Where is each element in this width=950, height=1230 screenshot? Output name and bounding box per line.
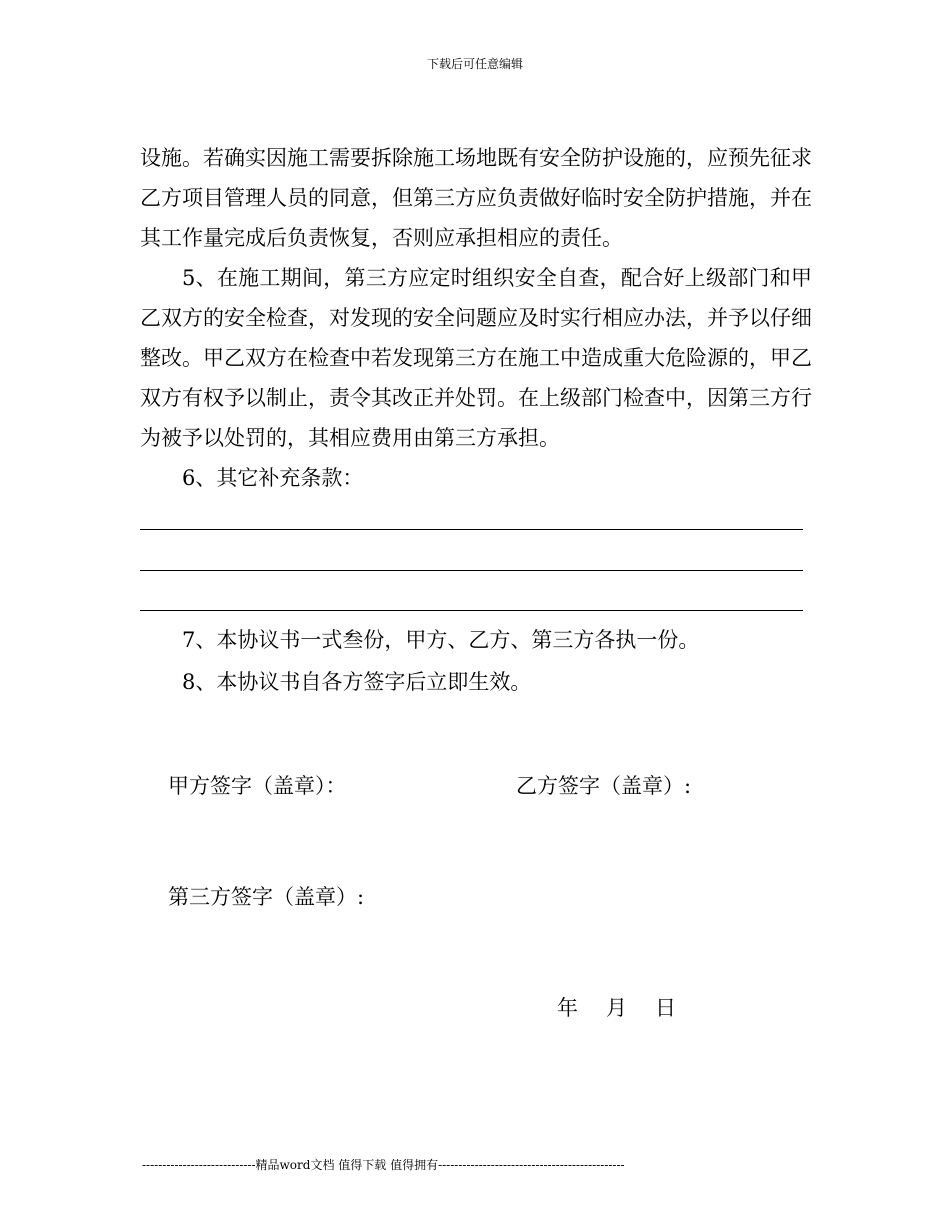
signature-party-c: 第三方签字（盖章）: <box>168 885 365 909</box>
fill-in-line-3 <box>140 610 803 611</box>
date-year: 年 <box>557 996 578 1020</box>
signature-party-a: 甲方签字（盖章）： <box>168 774 347 798</box>
footer-note: ----------------------------精品word文档 值得下载 值得拥有---------------------------------------------- <box>142 1158 625 1172</box>
paragraph-clause-7: 7、本协议书一式叁份，甲方、乙方、第三方各执一份。 <box>182 628 700 652</box>
paragraph-clause-5: 5、在施工期间，第三方应定时组织安全自查，配合好上级部门和甲乙双方的安全检查，对发现的安全问题应及时实行相应办法，并予以仔细整改。甲乙双方在检查中若发现第三方在施工中造成重大危险源的，甲乙双方有权予以制止，责令其改正并处罚。在上级部门检查中，因第三方行为被予以处罚的，其相应费用由第三方承担。 <box>140 266 812 450</box>
fill-in-line-2 <box>140 570 803 571</box>
header-note: 下载后可任意编辑 <box>426 57 523 71</box>
date-row <box>557 993 676 1023</box>
fill-in-line-1 <box>140 529 803 530</box>
signature-party-b: 乙方签字（盖章）: <box>516 774 692 798</box>
paragraph-clause-8: 8、本协议书自各方签字后立即生效。 <box>182 670 532 694</box>
date-day: 日 <box>655 996 676 1020</box>
paragraph-facilities: 设施。若确实因施工需要拆除施工场地既有安全防护设施的，应预先征求乙方项目管理人员的同意，但第三方应负责做好临时安全防护措施，并在其工作量完成后负责恢复，否则应承担相应的责任。 <box>140 146 812 250</box>
date-month: 月 <box>606 996 627 1020</box>
paragraph-clause-6: 6、其它补充条款： <box>182 466 364 490</box>
